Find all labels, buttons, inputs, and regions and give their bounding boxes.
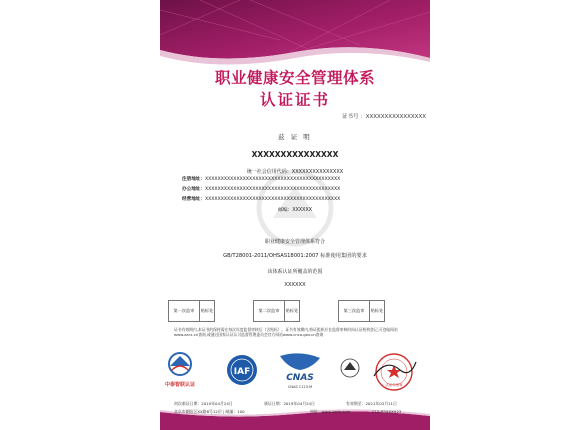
audit-stamp-3: 贴标处 [370,308,384,313]
business-address [182,196,340,202]
mgmt-system-logo [341,359,359,377]
audit-box-3 [338,300,385,322]
audit-stamp-1: 贴标处 [200,308,214,313]
office-address-value: XXXXXXXXXXXXXXXXXXXXXXXXXXXXXXXXXXXXXXXXXXX [204,187,341,192]
scope-value: XXXXXX [284,282,306,288]
issue-date: 颁证日期：2019年04月24日 [264,401,315,406]
seal-text: 认证专用章 [385,383,403,387]
office-address-label: 办公地址： [182,187,205,192]
standard-text: GB/T28001-2011/OHSAS18001:2007 标准使用集团的要求 [223,253,367,259]
zhongtai-label: 中泰智联认证 [164,382,196,388]
business-address-value: XXXXXXXXXXXXXXXXXXXXXXXXXXXXXXXXXXXXXXXXXXX [204,197,341,202]
certificate-subtitle: 认证证书 [259,90,330,109]
company-name: XXXXXXXXXXXXXXX [251,150,339,159]
credit-code: 统一社会信用代码：XXXXXXXXXXXXXXX [246,169,344,175]
cnas-logo [280,353,320,389]
certificate-number: 证书号 ：XXXXXXXXXXXXXXXX [341,114,426,120]
registered-address [182,176,340,182]
certificate-page [160,0,430,430]
accreditation-logos [160,350,430,396]
office-address [182,186,340,192]
validity-note: 证书有效期内,本证书的保持需在每次年度监督审核后（含贴标）。证书有效期内,持证组织应在监督审核时向认证机构登记,可登陆网站www.zzcx.cn查询,或通过国家认证认可监督管理委员会官方网站www.cnca.gov.cn查询 [174,327,398,338]
footer-address: 北京市朝阳区XX路8号12层 | 邮编：100 [174,409,245,414]
conformity-text: 职业健康安全管理体系符合 [264,239,325,245]
first-issue-date: 初次颁证日期：2019年04月24日 [174,401,233,406]
cnas-label: CNAS [286,373,314,383]
scope-label: 该体系认证所覆盖的范围 [267,269,323,275]
audit-box-2 [253,300,300,322]
registered-address-label: 注册地址： [182,177,205,182]
iaf-logo [227,355,257,385]
footer-website: 网址：www.zzdo.com [310,409,351,414]
certificate-title: 职业健康安全管理体系 [214,68,375,87]
cnas-sublabel: CNAS C123-M [287,385,313,389]
official-seal [374,354,416,390]
audit-box-1 [168,300,215,322]
registered-address-value: XXXXXXXXXXXXXXXXXXXXXXXXXXXXXXXXXXXXXXXXXXX [204,177,341,182]
zhongtai-logo [165,353,195,388]
audit-label-1: 第一次监审 [169,301,200,321]
expiry-date: 有效期至：2021年03月11日 [346,401,397,406]
business-address-label: 经营地址： [182,197,205,202]
postcode: 邮编：XXXXXX [277,208,313,213]
iaf-label: IAF [233,367,251,377]
audit-label-3: 第三次监审 [339,301,370,321]
footer-phone: 010-85XXXX23 [372,409,402,414]
audit-stamp-2: 贴标处 [285,308,299,313]
audit-label-2: 第二次监审 [254,301,285,321]
certify-intro: 兹 证 明 [278,133,312,141]
